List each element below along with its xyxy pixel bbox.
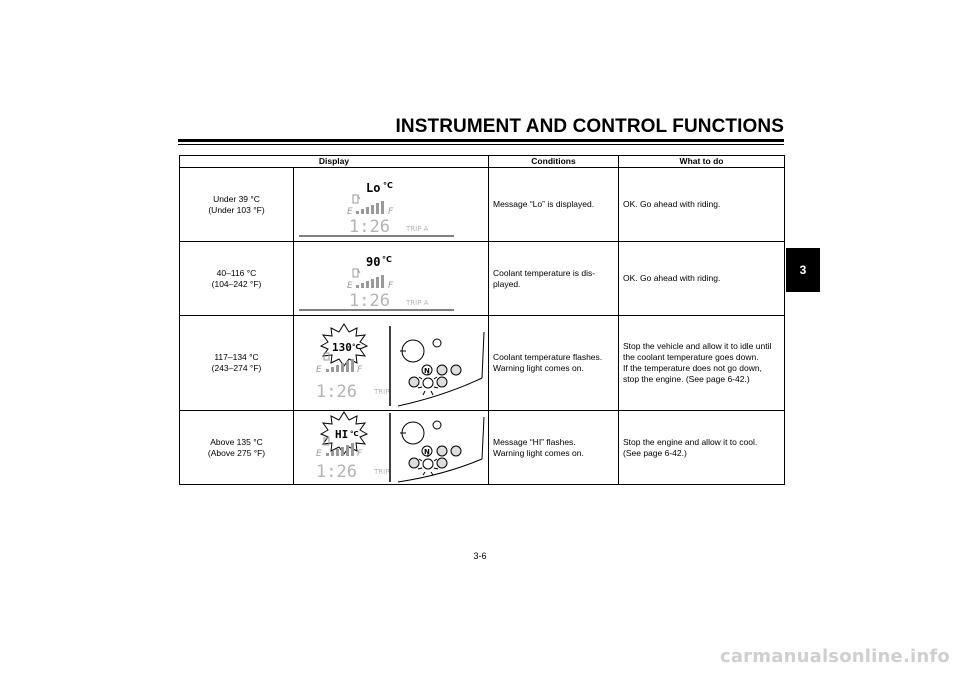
temperature-range-cell: Under 39 °C (Under 103 °F) xyxy=(180,168,294,242)
table-row xyxy=(180,242,785,316)
action-cell: OK. Go ahead with riding. xyxy=(619,168,785,242)
abs-indicator-icon xyxy=(437,377,447,387)
watermark: carmanualsonline.info xyxy=(719,646,950,667)
clock-readout: 1:26 xyxy=(316,382,357,402)
temperature-readout: HI xyxy=(335,428,349,441)
neutral-label: N xyxy=(424,367,430,375)
column-header-what-to-do: What to do xyxy=(619,156,785,168)
indicator-lamp-icon xyxy=(433,421,441,429)
fuel-full-label: F xyxy=(388,207,394,217)
temperature-range-cell: Above 135 °C (Above 275 °F) xyxy=(180,411,294,485)
display-illustration-cell xyxy=(294,242,489,316)
temperature-unit: °C xyxy=(382,255,392,264)
lcd-display-with-warning-illustration xyxy=(294,411,488,484)
table-row xyxy=(180,168,785,242)
temperature-readout: 130 xyxy=(332,341,352,354)
fuel-level-bars xyxy=(326,443,354,456)
fuel-full-label: F xyxy=(357,449,363,459)
temperature-range-cell: 117–134 °C (243–274 °F) xyxy=(180,316,294,411)
display-illustration-cell xyxy=(294,168,489,242)
condition-cell: Coolant temperature flashes. Warning light comes on. xyxy=(489,316,619,411)
action-cell: Stop the vehicle and allow it to idle until the coolant temperature goes down. If the temperature does not go down, stop the engine. (See page 6-42.) xyxy=(619,316,785,411)
condition-cell: Coolant temperature is dis- played. xyxy=(489,242,619,316)
coolant-warning-light-icon xyxy=(418,371,438,395)
chapter-tab[interactable]: 3 xyxy=(786,248,820,292)
coolant-warning-light-icon xyxy=(418,453,438,475)
fuel-indicator-icon xyxy=(409,458,419,468)
fuel-level-bars xyxy=(356,201,384,214)
table-row xyxy=(180,411,785,485)
indicator-panel xyxy=(398,332,484,406)
temperature-unit: °C xyxy=(350,430,359,438)
temperature-readout: Lo xyxy=(366,181,381,195)
column-header-display: Display xyxy=(180,156,489,168)
trip-label: TRIP xyxy=(374,468,390,476)
fuel-empty-label: E xyxy=(347,207,353,217)
temperature-range-cell: 40–116 °C (104–242 °F) xyxy=(180,242,294,316)
temperature-unit: °C xyxy=(352,343,361,351)
fuel-level-bars xyxy=(356,275,384,288)
indicator-lamp-icon xyxy=(433,339,441,347)
fuel-empty-label: E xyxy=(316,365,322,375)
clock-readout: 1:26 xyxy=(349,217,390,237)
condition-cell: Message “HI” flashes. Warning light comes on. xyxy=(489,411,619,485)
neutral-label: N xyxy=(424,448,430,456)
lcd-display-illustration xyxy=(294,242,488,315)
action-cell: OK. Go ahead with riding. xyxy=(619,242,785,316)
fuel-full-label: F xyxy=(388,281,394,291)
lcd-display-illustration xyxy=(294,168,488,241)
engine-indicator-icon xyxy=(451,365,461,375)
fuel-empty-label: E xyxy=(316,449,322,459)
temperature-readout: 90 xyxy=(366,255,381,269)
trip-label: TRIP xyxy=(374,388,390,396)
clock-readout: 1:26 xyxy=(316,462,357,482)
action-cell: Stop the engine and allow it to cool. (See page 6-42.) xyxy=(619,411,785,485)
fuel-empty-label: E xyxy=(347,281,353,291)
engine-indicator-icon xyxy=(451,446,461,456)
fuel-pump-icon xyxy=(353,269,360,277)
oil-indicator-icon xyxy=(437,446,447,456)
condition-cell: Message “Lo” is displayed. xyxy=(489,168,619,242)
trip-label: TRIP A xyxy=(406,225,429,233)
table-header-row xyxy=(180,156,785,168)
display-illustration-cell xyxy=(294,316,489,411)
oil-indicator-icon xyxy=(437,365,447,375)
page-number: 3-6 xyxy=(473,551,487,561)
clock-readout: 1:26 xyxy=(349,291,390,311)
header-rule-thick xyxy=(178,139,784,142)
temperature-unit: °C xyxy=(383,181,393,190)
table-row xyxy=(180,316,785,411)
page-title: INSTRUMENT AND CONTROL FUNCTIONS xyxy=(395,116,784,137)
fuel-pump-icon xyxy=(353,195,360,203)
display-illustration-cell xyxy=(294,411,489,485)
coolant-temperature-table xyxy=(179,155,785,485)
lcd-display-with-warning-illustration xyxy=(294,316,488,410)
header-rule-thin xyxy=(178,144,784,145)
column-header-conditions: Conditions xyxy=(489,156,619,168)
fuel-indicator-icon xyxy=(409,377,419,387)
indicator-panel xyxy=(398,417,484,482)
fuel-full-label: F xyxy=(357,365,363,375)
trip-label: TRIP A xyxy=(406,299,429,307)
abs-indicator-icon xyxy=(437,458,447,468)
